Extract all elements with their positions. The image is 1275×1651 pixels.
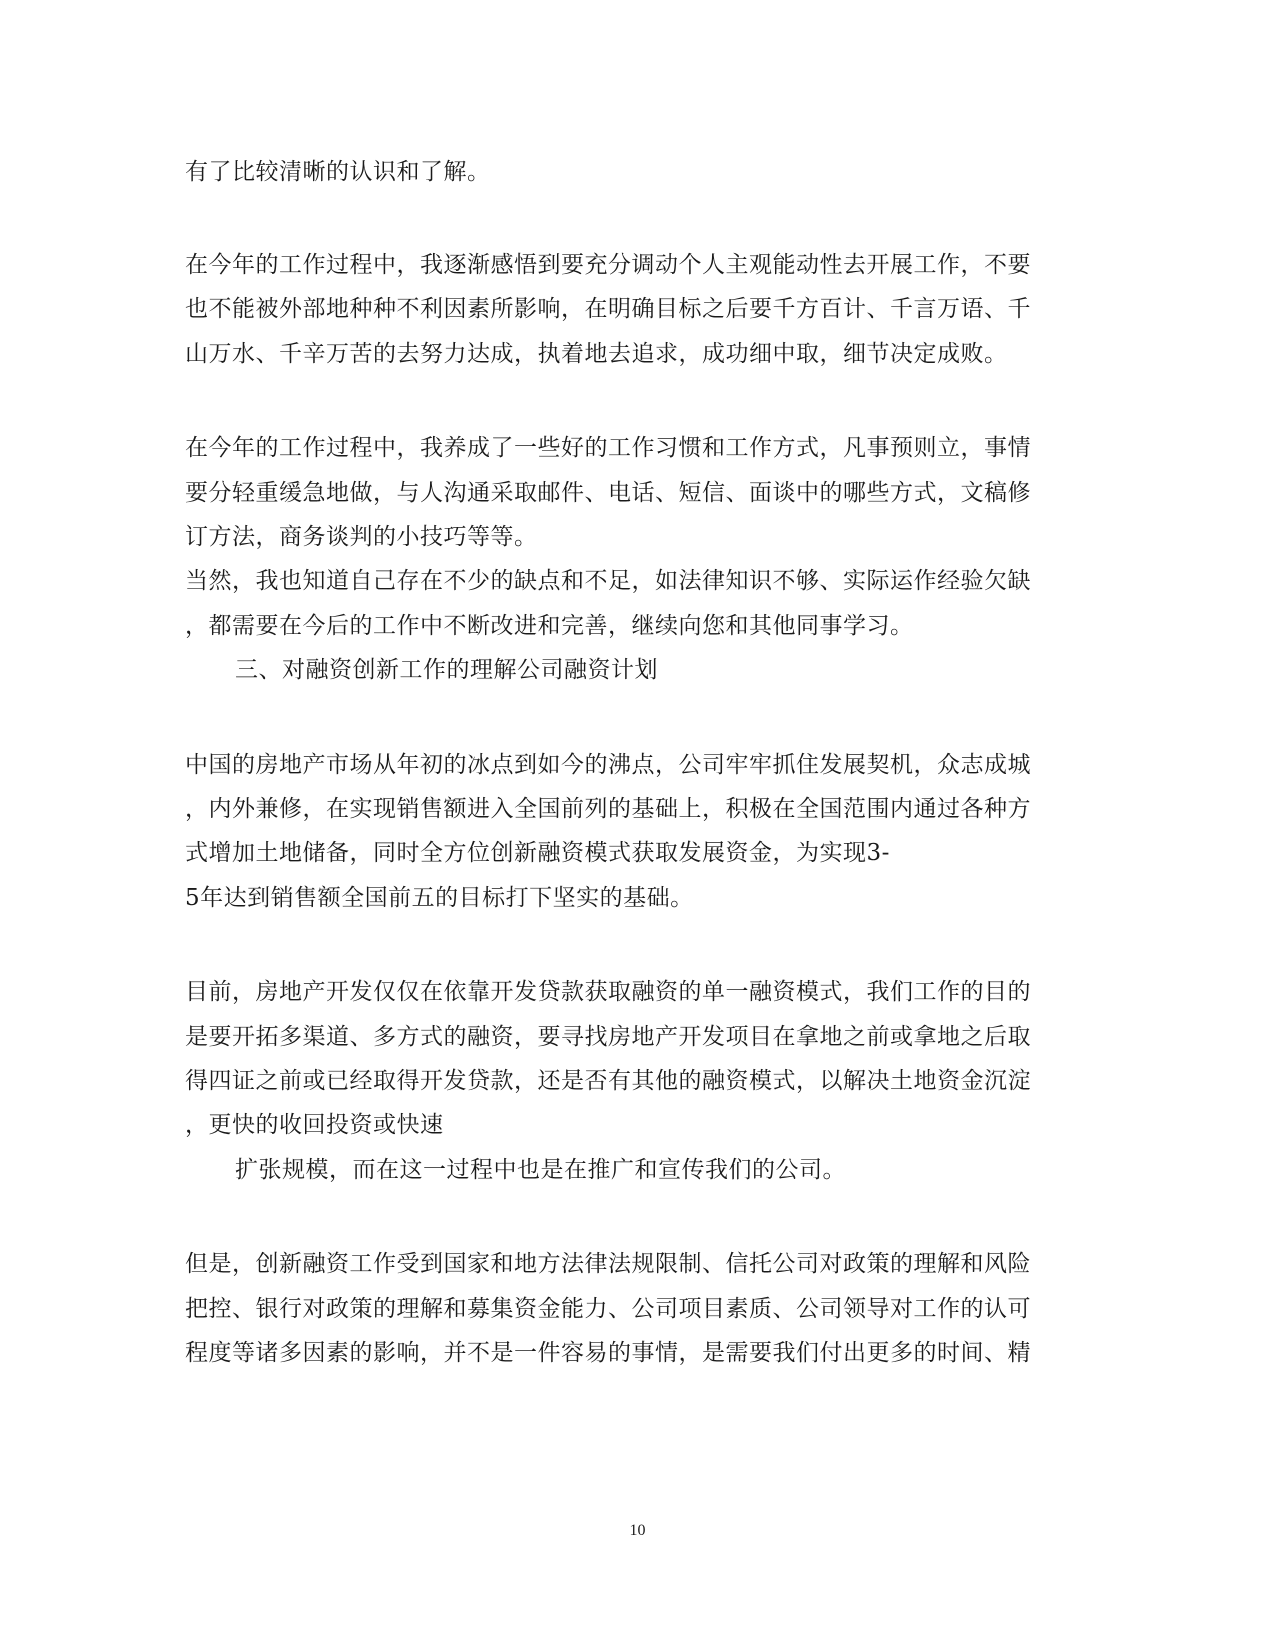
text-line: ，更快的收回投资或快速 — [185, 1112, 444, 1138]
text-line: 是要开拓多渠道、多方式的融资，要寻找房地产开发项目在拿地之前或拿地之后取 — [185, 1024, 1031, 1050]
text-line: 扩张规模，而在这一过程中也是在推广和宣传我们的公司。 — [235, 1157, 846, 1183]
text-line: 订方法，商务谈判的小技巧等等。 — [185, 524, 538, 550]
text-line: 当然，我也知道自己存在不少的缺点和不足，如法律知识不够、实际运作经验欠缺 — [185, 568, 1031, 594]
text-line: 目前，房地产开发仅仅在依靠开发贷款获取融资的单一融资模式，我们工作的目的 — [185, 979, 1031, 1005]
text-line: 得四证之前或已经取得开发贷款，还是否有其他的融资模式，以解决土地资金沉淀 — [185, 1068, 1031, 1094]
text-line: 但是，创新融资工作受到国家和地方法律法规限制、信托公司对政策的理解和风险 — [185, 1251, 1031, 1277]
text-line: ，都需要在今后的工作中不断改进和完善，继续向您和其他同事学习。 — [185, 613, 914, 639]
text-line: 在今年的工作过程中，我养成了一些好的工作习惯和工作方式，凡事预则立，事情 — [185, 435, 1031, 461]
text-line: 5年达到销售额全国前五的目标打下坚实的基础。 — [185, 885, 694, 911]
page-number: 10 — [629, 1522, 646, 1539]
section-heading: 三、对融资创新工作的理解公司融资计划 — [235, 657, 658, 683]
text-line: 要分轻重缓急地做，与人沟通采取邮件、电话、短信、面谈中的哪些方式，文稿修 — [185, 480, 1031, 506]
text-line: 在今年的工作过程中，我逐渐感悟到要充分调动个人主观能动性去开展工作，不要 — [185, 252, 1031, 278]
text-line: ，内外兼修，在实现销售额进入全国前列的基础上，积极在全国范围内通过各种方 — [185, 796, 1031, 822]
text-line: 有了比较清晰的认识和了解。 — [185, 159, 491, 185]
text-line: 程度等诸多因素的影响，并不是一件容易的事情，是需要我们付出更多的时间、精 — [185, 1340, 1031, 1366]
text-line: 把控、银行对政策的理解和募集资金能力、公司项目素质、公司领导对工作的认可 — [185, 1296, 1031, 1322]
text-line: 也不能被外部地种种不利因素所影响，在明确目标之后要千方百计、千言万语、千 — [185, 296, 1031, 322]
text-line: 式增加土地储备，同时全方位创新融资模式获取发展资金，为实现3- — [185, 840, 890, 866]
text-line: 山万水、千辛万苦的去努力达成，执着地去追求，成功细中取，细节决定成败。 — [185, 341, 1008, 367]
text-line: 中国的房地产市场从年初的冰点到如今的沸点，公司牢牢抓住发展契机，众志成城 — [185, 752, 1031, 778]
